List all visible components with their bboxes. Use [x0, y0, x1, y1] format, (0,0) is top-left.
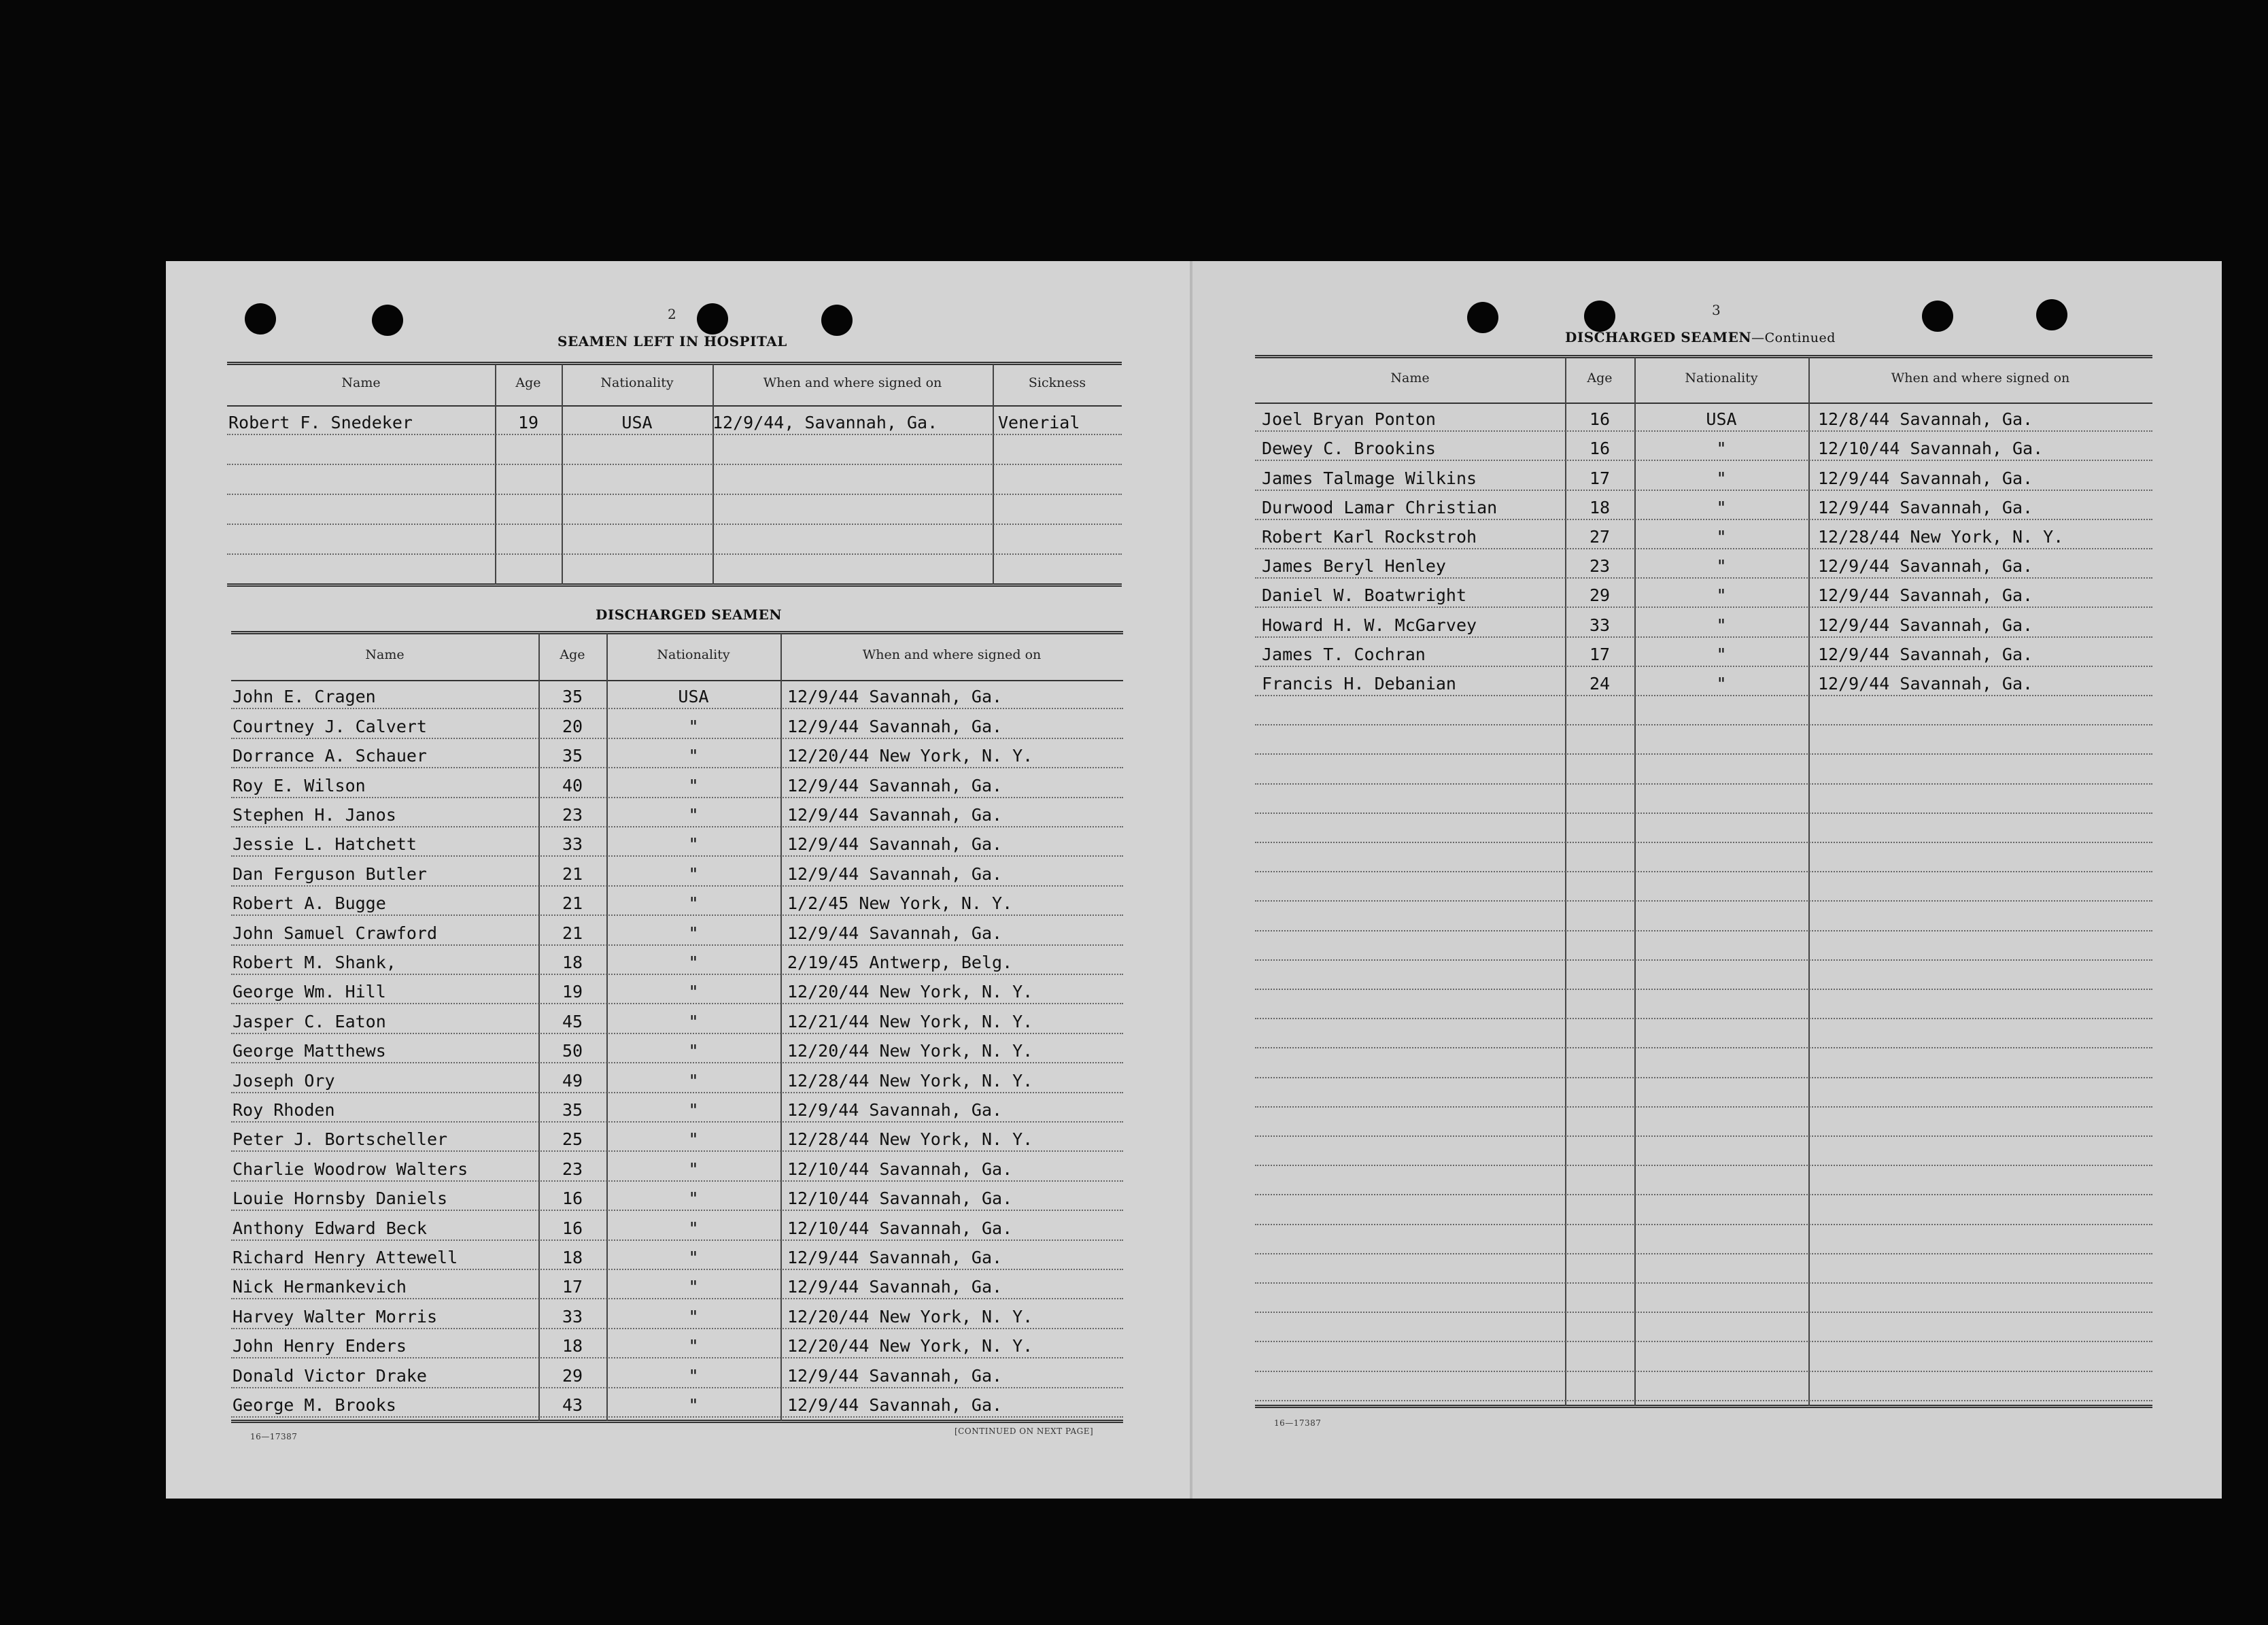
nationality-cell: " [688, 952, 699, 972]
table-row [231, 768, 1123, 798]
table-row [231, 916, 1123, 945]
nationality-cell: " [688, 893, 699, 914]
age-cell: 16 [1589, 439, 1611, 459]
table-top-rule [231, 631, 1123, 634]
signed-cell: 12/9/44 Savannah, Ga. [1818, 615, 2033, 635]
age-cell: 45 [562, 1011, 583, 1031]
punch-hole-icon [1584, 301, 1615, 332]
name-cell: George M. Brooks [233, 1395, 396, 1415]
age-cell: 17 [1589, 644, 1611, 664]
name-cell: John Henry Enders [233, 1336, 407, 1356]
table-row [1255, 461, 2152, 490]
age-cell: 43 [562, 1395, 583, 1415]
signed-cell: 2/19/45 Antwerp, Belg. [787, 952, 1013, 972]
signed-cell: 12/9/44 Savannah, Ga. [787, 863, 1003, 884]
age-cell: 23 [562, 1159, 583, 1179]
table-row [231, 1182, 1123, 1211]
punch-hole-icon [245, 303, 276, 335]
nationality-cell: " [688, 1365, 699, 1386]
nationality-cell: " [1716, 468, 1727, 488]
table-row [231, 1004, 1123, 1033]
table-row [231, 887, 1123, 916]
signed-cell: 12/20/44 New York, N. Y. [787, 1336, 1033, 1356]
nationality-cell: " [688, 1129, 699, 1150]
table-row [1255, 638, 2152, 667]
signed-cell: 12/21/44 New York, N. Y. [787, 1011, 1033, 1031]
column-header: Age [515, 375, 541, 390]
nationality-cell: " [688, 1011, 699, 1031]
name-cell: Robert Karl Rockstroh [1262, 526, 1477, 547]
punch-hole-icon [2036, 299, 2067, 330]
sickness-cell: Venerial [998, 413, 1080, 432]
age-cell: 29 [1589, 585, 1611, 606]
table-row [1255, 403, 2152, 432]
empty-row [1255, 696, 2152, 725]
column-header: When and where signed on [862, 647, 1042, 662]
signed-cell: 12/10/44 Savannah, Ga. [1818, 439, 2044, 459]
table-top-rule [1255, 355, 2152, 358]
hospital-section-title: SEAMEN LEFT IN HOSPITAL [557, 333, 787, 349]
table-row [1255, 520, 2152, 549]
nationality-cell: " [688, 716, 699, 736]
empty-row [1255, 843, 2152, 872]
name-cell: Stephen H. Janos [233, 804, 396, 825]
empty-row [1255, 755, 2152, 784]
discharged-continued-title [1565, 329, 1836, 345]
signed-cell: 12/9/44 Savannah, Ga. [787, 1365, 1003, 1386]
empty-row [1255, 1078, 2152, 1108]
section-title: DISCHARGED SEAMEN [1565, 329, 1752, 345]
age-cell: 29 [562, 1365, 583, 1386]
name-cell: George Matthews [233, 1041, 386, 1061]
name-cell: Jessie L. Hatchett [233, 834, 417, 855]
name-cell: James Talmage Wilkins [1262, 468, 1477, 488]
empty-row [1255, 1166, 2152, 1195]
empty-row [1255, 725, 2152, 755]
table-bottom-rule [1255, 1405, 2152, 1408]
column-header: Nationality [1685, 371, 1758, 386]
age-cell: 50 [562, 1041, 583, 1061]
age-cell: 33 [562, 834, 583, 855]
age-cell: 27 [1589, 526, 1611, 547]
signed-cell: 12/9/44 Savannah, Ga. [787, 804, 1003, 825]
signed-cell: 12/9/44 Savannah, Ga. [787, 1247, 1003, 1267]
nationality-cell: " [688, 863, 699, 884]
name-cell: Louie Hornsby Daniels [233, 1188, 448, 1209]
punch-hole-icon [697, 303, 728, 335]
column-header: When and where signed on [763, 375, 942, 390]
name-cell: Durwood Lamar Christian [1262, 497, 1498, 517]
punch-hole-icon [372, 305, 403, 336]
table-row [231, 827, 1123, 857]
age-cell: 16 [1589, 409, 1611, 430]
column-header: Name [1390, 371, 1430, 386]
table-row [231, 1358, 1123, 1388]
table-row [231, 1299, 1123, 1329]
signed-cell: 12/9/44 Savannah, Ga. [787, 923, 1003, 943]
name-cell: Anthony Edward Beck [233, 1218, 427, 1238]
name-cell: Richard Henry Attewell [233, 1247, 458, 1267]
nationality-cell: " [688, 1041, 699, 1061]
signed-cell: 12/28/44 New York, N. Y. [787, 1070, 1033, 1091]
name-cell: Joel Bryan Ponton [1262, 409, 1436, 430]
page-fold [1190, 261, 1192, 1499]
empty-row [1255, 1372, 2152, 1401]
form-number: 16—17387 [1274, 1418, 1322, 1428]
column-header: When and where signed on [1891, 371, 2070, 386]
table-row [231, 1123, 1123, 1152]
table-row [231, 1093, 1123, 1123]
table-row [231, 1241, 1123, 1270]
signed-cell: 12/9/44 Savannah, Ga. [1818, 585, 2033, 606]
table-row [1255, 608, 2152, 637]
name-cell: Robert A. Bugge [233, 893, 386, 914]
empty-row [1255, 1225, 2152, 1254]
table-row [1255, 549, 2152, 579]
name-cell: Howard H. W. McGarvey [1262, 615, 1477, 635]
nationality-cell: " [688, 1070, 699, 1091]
nationality-cell: " [1716, 585, 1727, 606]
age-cell: 21 [562, 923, 583, 943]
empty-row [1255, 1254, 2152, 1284]
discharged-table [231, 631, 1123, 1422]
name-cell: James T. Cochran [1262, 644, 1426, 664]
table-row [231, 1034, 1123, 1063]
name-cell: Dorrance A. Schauer [233, 746, 427, 766]
name-cell: Joseph Ory [233, 1070, 335, 1091]
signed-cell: 12/28/44 New York, N. Y. [787, 1129, 1033, 1150]
table-row [231, 1388, 1123, 1418]
nationality-cell: " [688, 775, 699, 796]
age-cell: 16 [562, 1218, 583, 1238]
signed-cell: 12/9/44 Savannah, Ga. [1818, 644, 2033, 664]
age-cell: 35 [562, 746, 583, 766]
table-row [231, 798, 1123, 827]
name-cell: Francis H. Debanian [1262, 673, 1456, 694]
empty-row [1255, 961, 2152, 990]
signed-cell: 12/20/44 New York, N. Y. [787, 1306, 1033, 1327]
age-cell: 33 [1589, 615, 1611, 635]
name-cell: Peter J. Bortscheller [233, 1129, 448, 1150]
page-number: 2 [668, 306, 676, 322]
column-header: Name [341, 375, 381, 390]
empty-row [1255, 1137, 2152, 1166]
punch-hole-icon [821, 305, 853, 336]
signed-cell: 12/9/44 Savannah, Ga. [787, 1395, 1003, 1415]
nationality-cell: " [1716, 644, 1727, 664]
age-cell: 40 [562, 775, 583, 796]
punch-hole-icon [1467, 302, 1498, 333]
name-cell: Donald Victor Drake [233, 1365, 427, 1386]
name-cell: Robert F. Snedeker [228, 413, 413, 432]
age-cell: 21 [562, 893, 583, 914]
signed-cell: 12/10/44 Savannah, Ga. [787, 1218, 1013, 1238]
column-header: Nationality [600, 375, 674, 390]
table-bottom-rule [231, 1420, 1123, 1423]
table-row [1255, 667, 2152, 696]
signed-cell: 12/9/44 Savannah, Ga. [1818, 468, 2033, 488]
age-cell: 23 [1589, 556, 1611, 577]
age-cell: 18 [562, 1336, 583, 1356]
form-number: 16—17387 [250, 1432, 298, 1441]
signed-cell: 12/9/44 Savannah, Ga. [787, 834, 1003, 855]
nationality-cell: " [688, 834, 699, 855]
signed-cell: 12/9/44 Savannah, Ga. [787, 687, 1003, 707]
nationality-cell: " [688, 804, 699, 825]
table-bottom-rule [227, 583, 1122, 587]
empty-row [227, 525, 1122, 555]
nationality-cell: USA [678, 687, 709, 707]
nationality-cell: " [688, 1218, 699, 1238]
name-cell: Nick Hermankevich [233, 1277, 407, 1297]
table-row [1255, 491, 2152, 520]
name-cell: Jasper C. Eaton [233, 1011, 386, 1031]
age-cell: 18 [1589, 497, 1611, 517]
hospital-table [227, 362, 1122, 586]
empty-row [1255, 1019, 2152, 1048]
name-cell: Daniel W. Boatwright [1262, 585, 1467, 606]
name-cell: James Beryl Henley [1262, 556, 1446, 577]
signed-cell: 12/9/44, Savannah, Ga. [712, 413, 938, 432]
nationality-cell: USA [1706, 409, 1737, 430]
name-cell: John Samuel Crawford [233, 923, 438, 943]
empty-row [1255, 1195, 2152, 1225]
age-cell: 18 [562, 1247, 583, 1267]
empty-row [1255, 785, 2152, 814]
nationality-cell: " [688, 1188, 699, 1209]
name-cell: Dan Ferguson Butler [233, 863, 427, 884]
age-cell: 17 [1589, 468, 1611, 488]
signed-cell: 12/20/44 New York, N. Y. [787, 982, 1033, 1002]
empty-row [1255, 902, 2152, 931]
name-cell: Courtney J. Calvert [233, 716, 427, 736]
table-row [231, 680, 1123, 709]
nationality-cell: " [1716, 615, 1727, 635]
column-header: Age [1587, 371, 1613, 386]
nationality-cell: " [1716, 497, 1727, 517]
empty-row [1255, 1284, 2152, 1313]
age-cell: 24 [1589, 673, 1611, 694]
column-header: Sickness [1028, 375, 1086, 390]
empty-row [227, 495, 1122, 525]
signed-cell: 12/9/44 Savannah, Ga. [787, 716, 1003, 736]
age-cell: 20 [562, 716, 583, 736]
nationality-cell: USA [621, 413, 653, 432]
continued-note: [CONTINUED ON NEXT PAGE] [955, 1426, 1094, 1436]
age-cell: 25 [562, 1129, 583, 1150]
age-cell: 49 [562, 1070, 583, 1091]
signed-cell: 12/9/44 Savannah, Ga. [787, 775, 1003, 796]
nationality-cell: " [1716, 556, 1727, 577]
signed-cell: 12/28/44 New York, N. Y. [1818, 526, 2064, 547]
name-cell: Dewey C. Brookins [1262, 439, 1436, 459]
name-cell: Charlie Woodrow Walters [233, 1159, 468, 1179]
age-cell: 18 [562, 952, 583, 972]
nationality-cell: " [688, 1306, 699, 1327]
punch-hole-icon [1922, 301, 1953, 332]
table-row [227, 405, 1122, 435]
empty-row [1255, 872, 2152, 902]
table-row [231, 1211, 1123, 1240]
table-row [231, 975, 1123, 1004]
table-row [231, 1329, 1123, 1358]
signed-cell: 12/10/44 Savannah, Ga. [787, 1159, 1013, 1179]
table-row [231, 739, 1123, 768]
empty-row [227, 465, 1122, 495]
table-row [1255, 579, 2152, 608]
discharged-continued-table [1255, 355, 2152, 1407]
empty-row [1255, 814, 2152, 843]
age-cell: 35 [562, 1099, 583, 1120]
name-cell: Harvey Walter Morris [233, 1306, 438, 1327]
signed-cell: 12/20/44 New York, N. Y. [787, 746, 1033, 766]
name-cell: Robert M. Shank, [233, 952, 396, 972]
age-cell: 19 [562, 982, 583, 1002]
age-cell: 17 [562, 1277, 583, 1297]
nationality-cell: " [688, 1247, 699, 1267]
age-cell: 16 [562, 1188, 583, 1209]
table-row [231, 709, 1123, 738]
table-row [231, 946, 1123, 975]
discharged-section-title: DISCHARGED SEAMEN [596, 606, 783, 623]
empty-row [1255, 931, 2152, 961]
table-row [231, 857, 1123, 886]
table-row [231, 1063, 1123, 1093]
empty-row [1255, 1313, 2152, 1342]
row-rule [1255, 1400, 2152, 1401]
name-cell: George Wm. Hill [233, 982, 386, 1002]
signed-cell: 12/9/44 Savannah, Ga. [1818, 497, 2033, 517]
age-cell: 35 [562, 687, 583, 707]
name-cell: John E. Cragen [233, 687, 376, 707]
signed-cell: 12/10/44 Savannah, Ga. [787, 1188, 1013, 1209]
column-header: Nationality [657, 647, 730, 662]
signed-cell: 12/9/44 Savannah, Ga. [787, 1277, 1003, 1297]
nationality-cell: " [688, 746, 699, 766]
age-cell: 23 [562, 804, 583, 825]
table-top-rule [227, 362, 1122, 365]
column-header: Name [365, 647, 405, 662]
signed-cell: 12/9/44 Savannah, Ga. [1818, 556, 2033, 577]
signed-cell: 12/9/44 Savannah, Ga. [1818, 673, 2033, 694]
empty-row [1255, 1342, 2152, 1371]
nationality-cell: " [688, 923, 699, 943]
nationality-cell: " [688, 1159, 699, 1179]
nationality-cell: " [688, 1277, 699, 1297]
nationality-cell: " [688, 1099, 699, 1120]
table-row [231, 1152, 1123, 1181]
signed-cell: 12/9/44 Savannah, Ga. [787, 1099, 1003, 1120]
nationality-cell: " [1716, 526, 1727, 547]
row-rule [231, 1416, 1123, 1418]
age-cell: 21 [562, 863, 583, 884]
name-cell: Roy E. Wilson [233, 775, 366, 796]
name-cell: Roy Rhoden [233, 1099, 335, 1120]
empty-row [1255, 990, 2152, 1019]
page-number: 3 [1712, 302, 1721, 318]
age-cell: 33 [562, 1306, 583, 1327]
empty-row [1255, 1048, 2152, 1078]
nationality-cell: " [1716, 439, 1727, 459]
signed-cell: 12/8/44 Savannah, Ga. [1818, 409, 2033, 430]
nationality-cell: " [688, 1336, 699, 1356]
table-row [231, 1270, 1123, 1299]
signed-cell: 12/20/44 New York, N. Y. [787, 1041, 1033, 1061]
table-row [1255, 432, 2152, 461]
empty-row [1255, 1108, 2152, 1137]
nationality-cell: " [688, 982, 699, 1002]
nationality-cell: " [688, 1395, 699, 1415]
nationality-cell: " [1716, 673, 1727, 694]
continued-suffix: —Continued [1751, 330, 1836, 345]
signed-cell: 1/2/45 New York, N. Y. [787, 893, 1013, 914]
row-rule [227, 553, 1122, 555]
age-cell: 19 [517, 413, 539, 432]
empty-row [227, 435, 1122, 465]
column-header: Age [560, 647, 585, 662]
